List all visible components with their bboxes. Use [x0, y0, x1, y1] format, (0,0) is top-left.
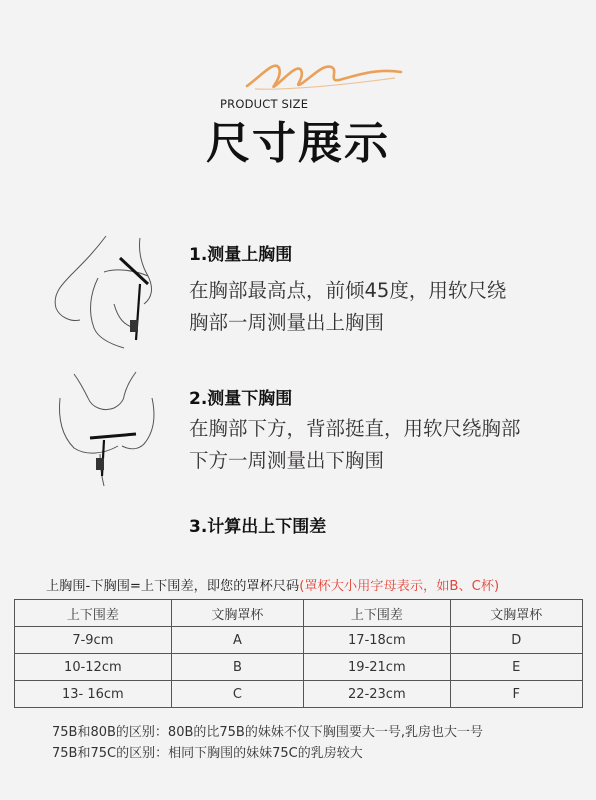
- step-2-description-line-1: 在胸部下方，背部挺直，用软尺绕胸部: [189, 417, 521, 440]
- table-row: [15, 627, 583, 654]
- step-1-description-line-2: 胸部一周测量出上胸围: [189, 311, 385, 334]
- note-75b-vs-75c: 75B和75C的区别：相同下胸围的妹妹75C的乳房较大: [52, 746, 363, 761]
- cup-size-table: [14, 599, 583, 708]
- step-2-title: 2.测量下胸围: [189, 389, 293, 409]
- table-cell: 17-18cm: [304, 627, 450, 654]
- step-1-description-line-1: 在胸部最高点，前倾45度，用软尺绕: [189, 279, 507, 302]
- table-cell: A: [171, 627, 303, 654]
- table-header-cell: 上下围差: [304, 600, 450, 627]
- logo-swirl-icon: [245, 56, 405, 96]
- product-size-label: PRODUCT SIZE: [220, 97, 309, 111]
- table-cell: C: [171, 681, 303, 708]
- note-75b-vs-80b: 75B和80B的区别：80B的比75B的妹妹不仅下胸围要大一号,乳房也大一号: [52, 725, 483, 740]
- table-cell: 7-9cm: [15, 627, 172, 654]
- cup-formula-note: (罩杯大小用字母表示，如B、C杯): [299, 579, 500, 594]
- table-cell: 19-21cm: [304, 654, 450, 681]
- step-2-description-line-2: 下方一周测量出下胸围: [189, 449, 385, 472]
- table-cell: 10-12cm: [15, 654, 172, 681]
- cup-formula-text: 上胸围-下胸围=上下围差，即您的罩杯尺码: [46, 579, 300, 594]
- underbust-measure-illustration: [44, 368, 164, 488]
- step-2-description: [189, 413, 569, 477]
- upper-bust-measure-illustration: [44, 232, 164, 350]
- step-3-title: 3.计算出上下围差: [189, 517, 327, 537]
- table-row: [15, 681, 583, 708]
- table-cell: 13- 16cm: [15, 681, 172, 708]
- cup-formula: [46, 575, 499, 594]
- table-row: [15, 654, 583, 681]
- table-cell: E: [450, 654, 582, 681]
- table-cell: 22-23cm: [304, 681, 450, 708]
- table-cell: D: [450, 627, 582, 654]
- table-header-row: [15, 600, 583, 627]
- step-1-title: 1.测量上胸围: [189, 245, 293, 265]
- table-cell: B: [171, 654, 303, 681]
- table-header-cell: 文胸罩杯: [450, 600, 582, 627]
- table-header-cell: 上下围差: [15, 600, 172, 627]
- step-1-description: [189, 275, 569, 339]
- table-cell: F: [450, 681, 582, 708]
- table-header-cell: 文胸罩杯: [171, 600, 303, 627]
- page-title: 尺寸展示: [206, 118, 390, 169]
